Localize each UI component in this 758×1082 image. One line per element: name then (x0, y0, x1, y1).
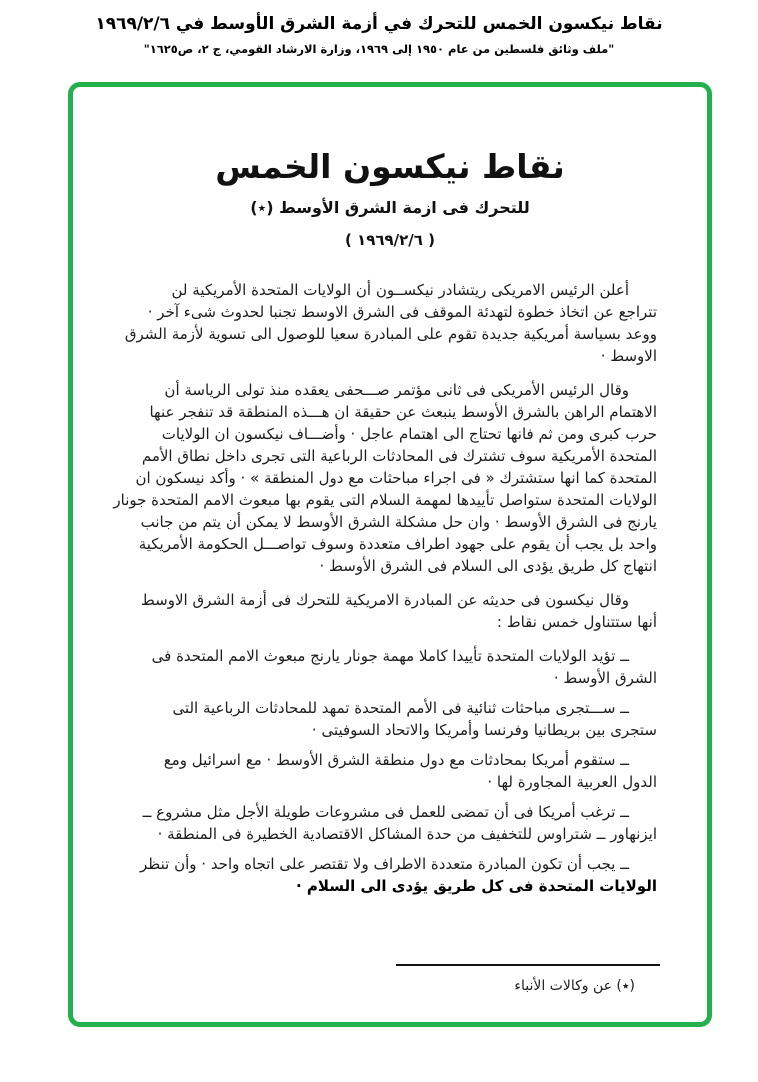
text-line: أعلن الرئيس الامريكى ريتشادر نيكســون أن الولايات المتحدة الأمريكية لن (171, 281, 629, 299)
text-line: حرب كبرى ومن ثم فانها تحتاج الى اهتمام عاجل · وأضـــاف نيكسون ان الولايات (161, 425, 657, 443)
paragraph (101, 589, 657, 633)
point (101, 749, 657, 793)
paragraph (101, 279, 657, 367)
text-line: ستجرى بين بريطانيا وفرنسا وأمريكا والاتحاد السوفيتى · (311, 721, 657, 739)
document-page (73, 147, 707, 1082)
text-line: تتراجع عن اتخاذ خطوة لتهدئة الموقف فى الشرق الاوسط تجنبا لحدوث شىء آخر · (147, 303, 657, 321)
text-line: ــ ســـتجرى مباحثات ثنائية فى الأمم المتحدة تمهد للمحادثات الرباعية التى (172, 699, 629, 717)
text-line: المتحدة الأمريكية سوف تشترك فى المحادثات الرباعية التى تجرى داخل نطاق الأمم (141, 447, 657, 465)
text-line: أنها ستتناول خمس نقاط : (496, 613, 657, 631)
document-source-header (0, 14, 758, 56)
paragraph (101, 379, 657, 577)
text-line: ووعد بسياسة أمريكية جديدة تقوم على المبادرة سعيا للوصول الى تسوية لأزمة الشرق (124, 325, 657, 343)
title-block (73, 147, 707, 249)
footnote: (٭) عن وكالات الأنباء (514, 978, 635, 994)
text-line: انتهاج كل طريق يؤدى الى السلام فى الشرق الأوسط · (319, 557, 657, 575)
text-line: يارنج فى الشرق الأوسط · وان حل مشكلة الشرق الأوسط لا يمكن أن يتم من جانب (140, 513, 657, 531)
source-title: نقاط نيكسون الخمس للتحرك في أزمة الشرق الأوسط في ١٩٦٩/٢/٦ (95, 14, 663, 34)
document-frame (68, 82, 712, 1027)
text-line: ــ تؤيد الولايات المتحدة تأييدا كاملا مهمة جونار يارنج مبعوث الامم المتحدة فى (151, 647, 629, 665)
point (101, 645, 657, 689)
source-citation: "ملف وثائق فلسطين من عام ١٩٥٠ إلى ١٩٦٩، وزارة الارشاد القومي، ج ٢، ص١٦٢٥" (143, 42, 615, 56)
text-line: المتحدة كما انها ستشترك « فى اجراء مباحثات مع دول المنطقة » · وأكد نيسكون ان (135, 469, 657, 487)
doc-date: ( ١٩٦٩/٢/٦ ) (344, 231, 436, 249)
text-line: واحد بل يجب أن يقوم على جهود اطراف متعددة وسوف تواصـــل الحكومة الأمريكية (138, 535, 657, 553)
text-line: ــ ترغب أمريكا فى أن تمضى للعمل فى مشروعات طويلة الأجل مثل مشروع ــ (142, 803, 629, 821)
text-line: الولايات المتحدة ستواصل تأييدها لمهمة السلام التى يقوم بها مبعوث الامم المتحدة جونار (113, 491, 657, 509)
doc-title: نقاط نيكسون الخمس (215, 147, 565, 186)
doc-body (101, 279, 657, 897)
text-line: وقال الرئيس الأمريكى فى ثانى مؤتمر صـــحفى يعقده منذ تولى الرياسة أن (164, 381, 629, 399)
footnote-divider (396, 964, 660, 966)
text-line: الاوسط · (600, 347, 657, 365)
point (101, 853, 657, 897)
text-line: ايزنهاور ــ شتراوس للتخفيف من حدة المشاكل الاقتصادية الخطيرة فى المنطقة · (157, 825, 657, 843)
text-line: ــ يجب أن تكون المبادرة متعددة الاطراف ولا تقتصر على اتجاه واحد · وأن تنظر (140, 855, 629, 873)
text-line: ــ ستقوم أمريكا بمحادثات مع دول منطقة الشرق الأوسط · مع اسرائيل ومع (163, 751, 629, 769)
point (101, 697, 657, 741)
doc-subtitle: للتحرك فى ازمة الشرق الأوسط (٭) (250, 198, 530, 217)
text-line: وقال نيكسون فى حديثه عن المبادرة الامريكية للتحرك فى أزمة الشرق الاوسط (140, 591, 629, 609)
point (101, 801, 657, 845)
text-line: الشرق الأوسط · (553, 669, 657, 687)
text-line: الاهتمام الراهن بالشرق الأوسط ينبعث عن حقيقة ان هـــذه المنطقة قد تنفجر عنها (149, 403, 657, 421)
text-line: الدول العربية المجاورة لها · (487, 773, 657, 791)
text-line-bold: الولايات المتحدة فى كل طريق يؤدى الى السلام · (295, 877, 657, 895)
